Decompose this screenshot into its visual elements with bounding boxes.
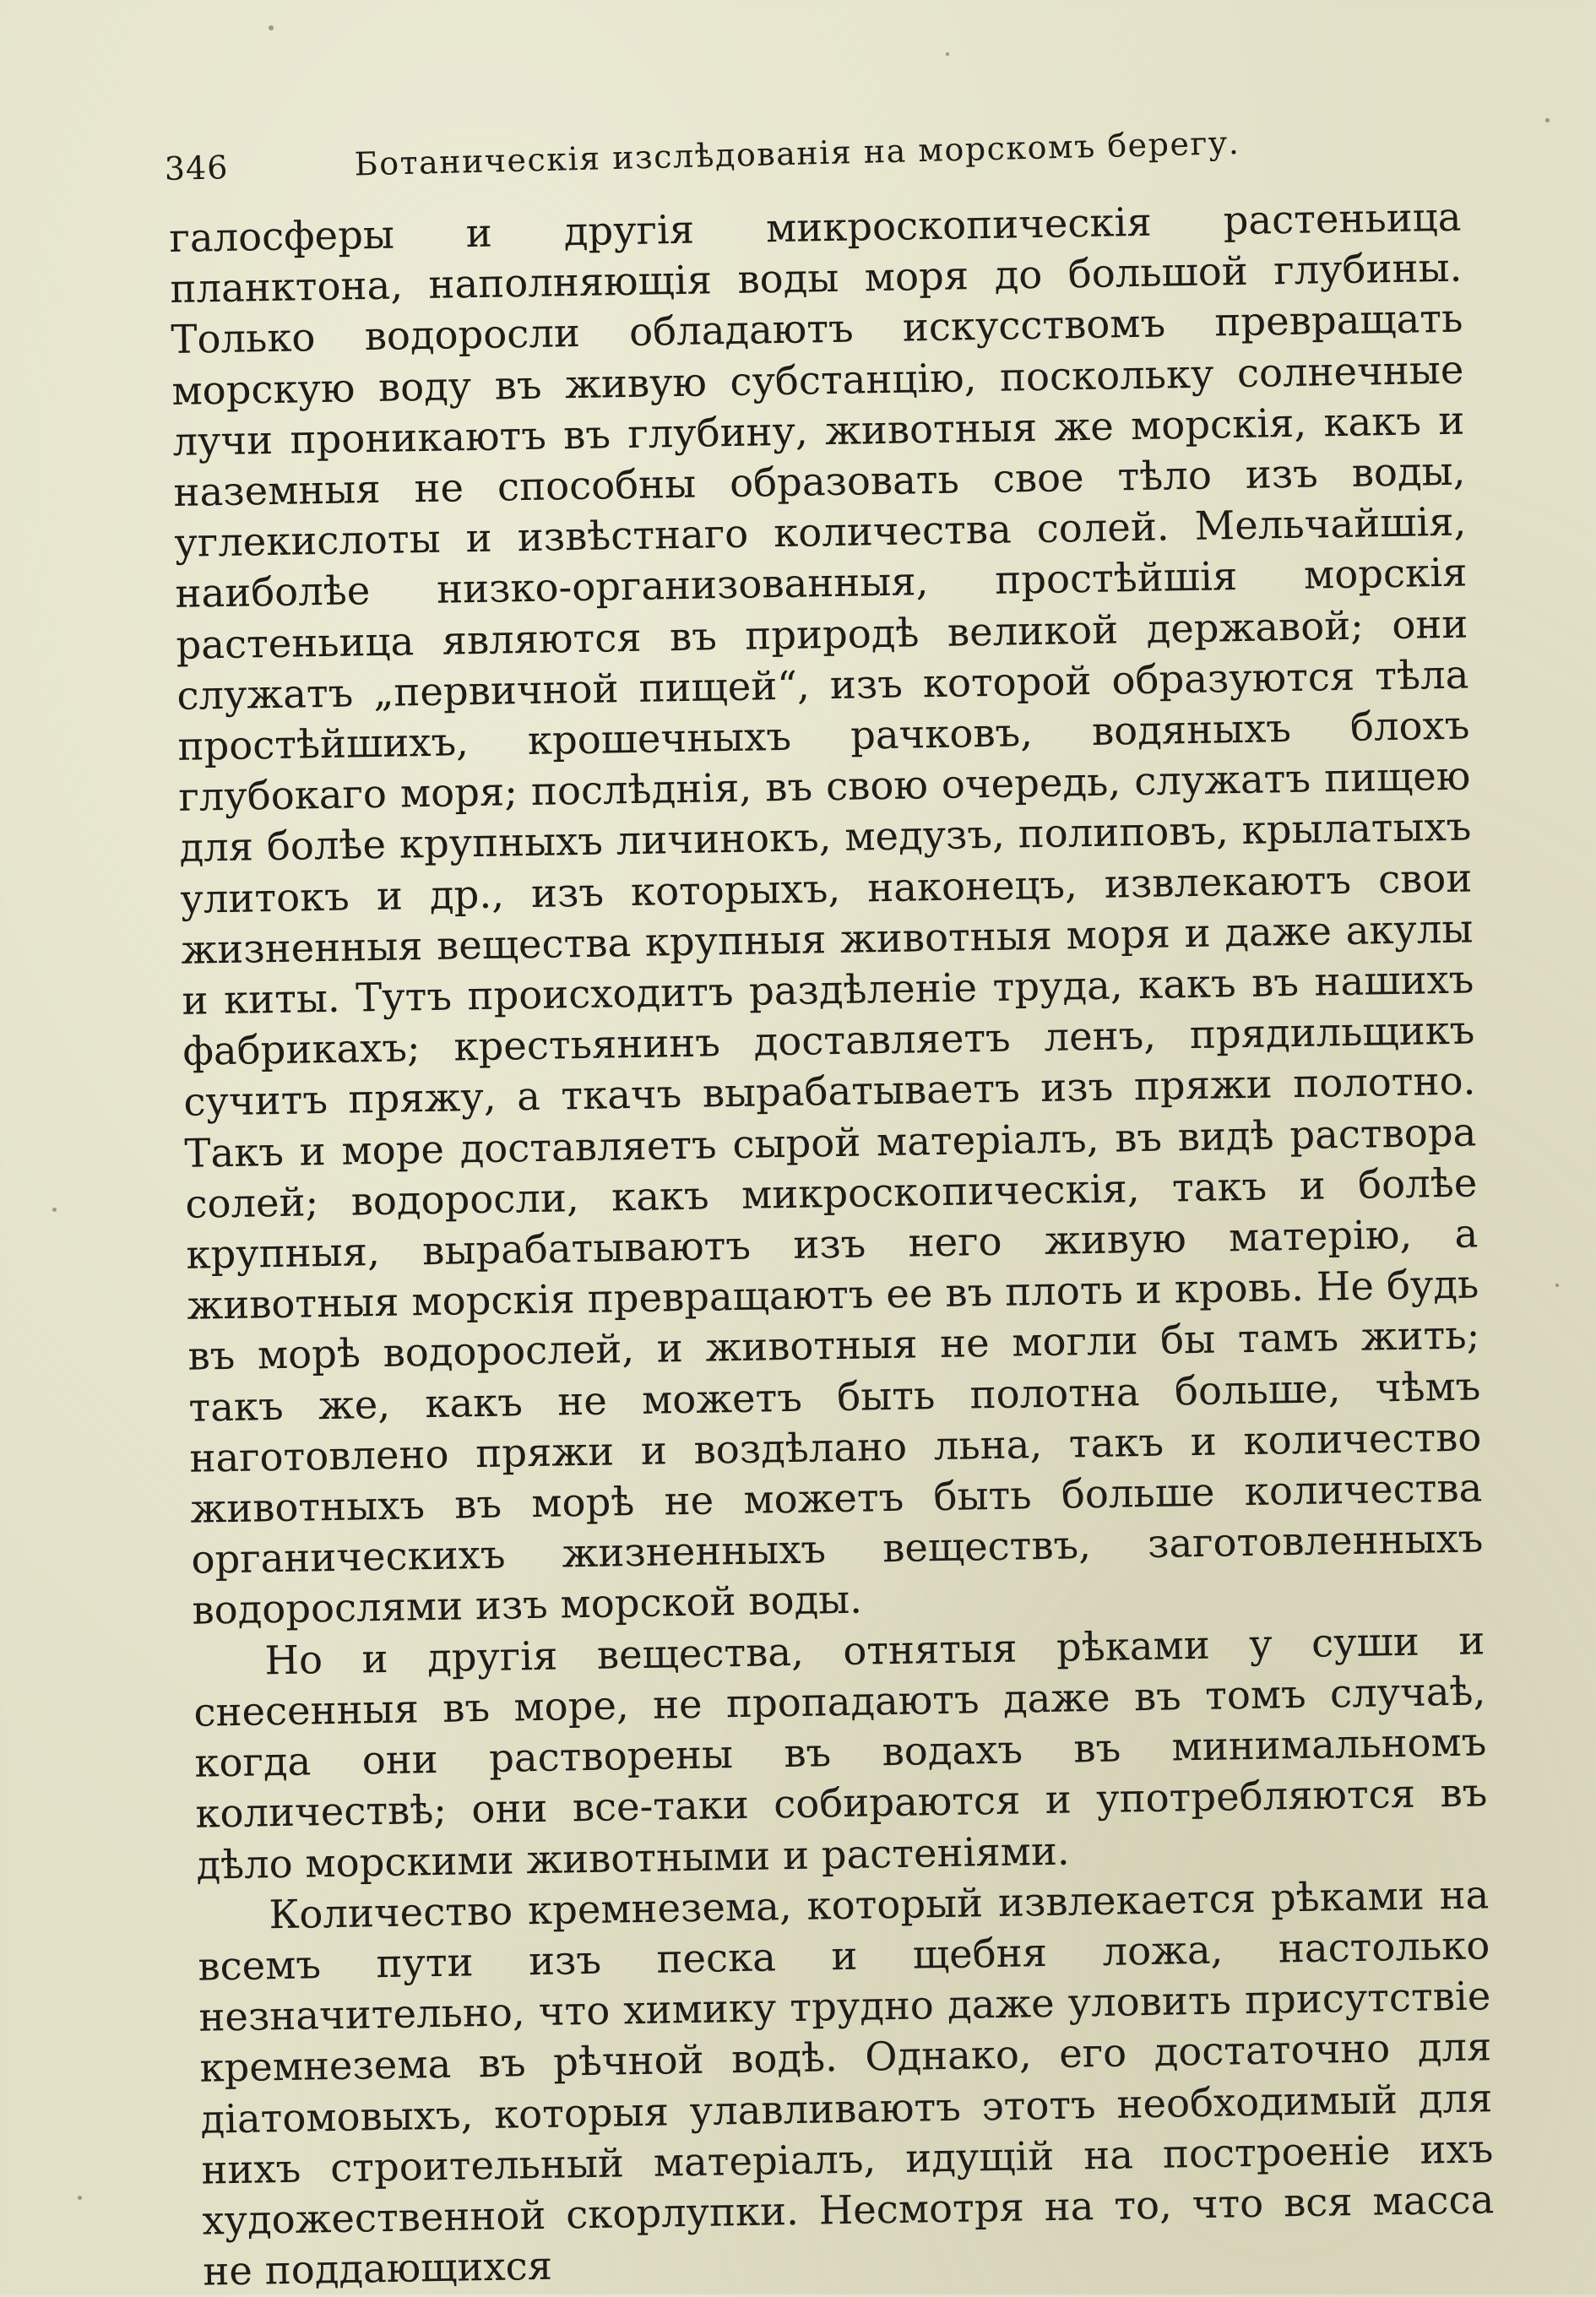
page-number: 346 xyxy=(164,149,229,187)
paper-speck xyxy=(52,1208,57,1212)
running-header xyxy=(164,118,1465,201)
running-title: Ботаническія изслѣдованія на морскомъ берегу. xyxy=(354,123,1240,183)
paper-speck xyxy=(269,25,274,30)
paper-speck xyxy=(1545,118,1550,122)
paper-speck xyxy=(1555,1284,1559,1287)
body-text xyxy=(169,192,1496,2297)
paragraph-2: Но и другія вещества, отнятыя рѣками у суши и снесенныя въ море, не пропадаютъ даже въ томъ случаѣ, когда они растворены въ водахъ въ минимальномъ количествѣ; они все-таки собираются и употребляются въ дѣло морскими животными и растеніями. xyxy=(193,1617,1488,1888)
paper-speck xyxy=(946,52,949,56)
paragraph-1: галосферы и другія микроскопическія растеньица планктона, наполняющія воды моря до большой глубины. Только водоросли обладаютъ искусствомъ превращать морскую воду въ живую субстанцію, поскольку солнечные лучи проникаютъ въ глубину, животныя же морскія, какъ и наземныя не способны образовать свое тѣло изъ воды, углекислоты и извѣстнаго количества солей. Мельчайшія, наиболѣе низко-организованныя, простѣйшія морскія растеньица являются въ природѣ великой державой; они служатъ „первичной пищей“, изъ которой образуются тѣла простѣйшихъ, крошечныхъ рачковъ, водяныхъ блохъ глубокаго моря; послѣднія, въ свою очередь, служатъ пищею для болѣе крупныхъ личинокъ, медузъ, полиповъ, крылатыхъ улитокъ и др., изъ которыхъ, наконецъ, извлекаютъ свои жизненныя вещества крупныя животныя моря и даже акулы и киты. Тутъ происходитъ раздѣленіе труда, какъ въ нашихъ фабрикахъ; крестьянинъ доставляетъ ленъ, прядильщикъ сучитъ пряжу, а ткачъ вырабатываетъ изъ пряжи полотно. Такъ и море доставляетъ сырой матеріалъ, въ видѣ раствора солей; водоросли, какъ микроскопическія, такъ и болѣе крупныя, вырабатываютъ изъ него живую матерію, а животныя морскія превращаютъ ее въ плоть и кровь. Не будь въ морѣ водорослей, и животныя не могли бы тамъ жить; такъ же, какъ не можетъ быть полотна больше, чѣмъ наготовлено пряжи и воздѣлано льна, такъ и количество животныхъ въ морѣ не можетъ быть больше количества органическихъ жизненныхъ веществъ, заготовленныхъ водорослями изъ морской воды. xyxy=(169,193,1484,1634)
paragraph-3: Количество кремнезема, который извлекается рѣками на всемъ пути изъ песка и щебня ложа, настолько незначительно, что химику трудно даже уловить присутствіе кремнезема въ рѣчной водѣ. Однако, его достаточно для діатомовыхъ, которыя улавливаютъ этотъ необходимый для нихъ строительный матеріалъ, идущій на построеніе ихъ художественной скорлупки. Несмотря на то, что вся масса не поддающихся xyxy=(197,1871,1495,2294)
paper-speck xyxy=(78,2196,82,2200)
